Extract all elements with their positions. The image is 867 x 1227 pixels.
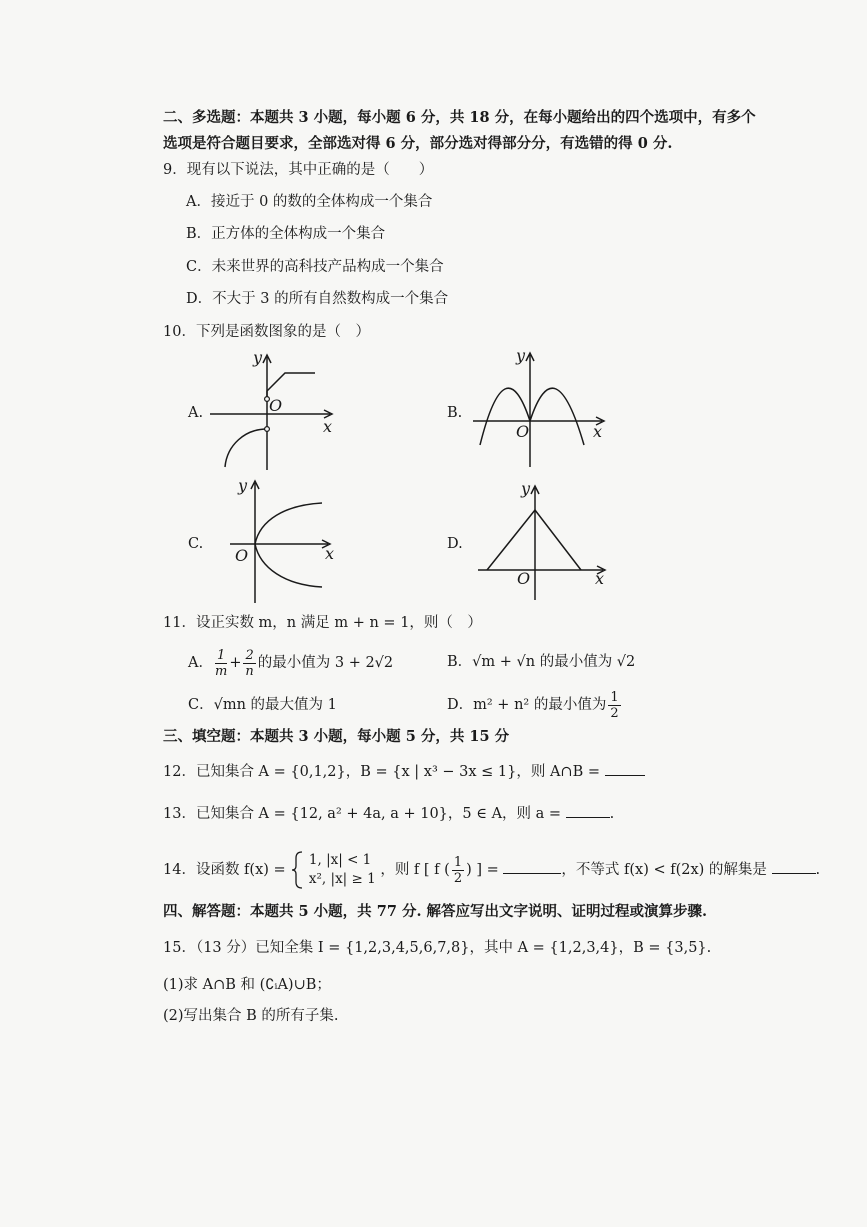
curve-right <box>530 388 584 445</box>
section3-heading: 三、填空题：本题共 3 小题，每小题 5 分，共 15 分 <box>163 728 510 745</box>
q11-a-plus: + <box>229 655 242 671</box>
q11-d-frac: $\frac{1}{2}$ <box>610 689 619 721</box>
q13-text: 13．已知集合 A = {12, a² + 4a, a + 10}，5 ∈ A，则 a = <box>163 806 562 822</box>
q9-option-b: B．正方体的全体构成一个集合 <box>186 226 386 242</box>
q14-answer-blank-2[interactable] <box>772 873 816 874</box>
q11-option-c <box>188 695 337 715</box>
q11-a-text: 的最小值为 3 + 2√2 <box>257 655 394 671</box>
q10-option-c-label: C. <box>188 536 204 552</box>
q11-a-label: A． <box>188 655 213 671</box>
section2-heading-line1: 二、多选题：本题共 3 小题，每小题 6 分，共 18 分，在每小题给出的四个选项中，有多个 <box>163 109 756 126</box>
x-axis-label: x <box>325 544 335 563</box>
y-axis-label: y <box>516 346 526 365</box>
open-point-lower <box>265 427 270 432</box>
q15-part1: (1)求 A∩B 和 (∁ᵢA)∪B； <box>163 977 331 993</box>
q10-graph-c <box>210 475 345 605</box>
q12 <box>163 762 645 782</box>
left-brace-icon <box>290 850 304 890</box>
q9-option-a: A．接近于 0 的数的全体构成一个集合 <box>186 194 433 210</box>
q10-stem: 10．下列是函数图象的是（ ） <box>163 324 370 340</box>
origin-label: O <box>517 569 531 588</box>
q9-option-c: C．未来世界的高科技产品构成一个集合 <box>186 259 444 275</box>
section2-heading-line2: 选项是符合题目要求，全部选对得 6 分，部分选对得部分分，有选错的得 0 分. <box>163 135 673 152</box>
curve-triangle <box>487 510 581 570</box>
q11-option-b <box>447 652 635 672</box>
q10-graph-b <box>470 345 615 470</box>
q11-c-text: √mn 的最大值为 1 <box>213 697 337 713</box>
origin-label: O <box>235 546 249 565</box>
y-axis-label: y <box>521 479 531 498</box>
q14-case2: x², |x| ≥ 1 <box>308 871 376 887</box>
q13-answer-blank[interactable] <box>566 817 610 818</box>
q15-part2: (2)写出集合 B 的所有子集. <box>163 1008 339 1024</box>
q14-mid: ，则 f [ f ( <box>380 862 450 878</box>
q10-graph-d <box>475 478 615 603</box>
q11-stem: 11．设正实数 m，n 满足 m + n = 1，则（ ） <box>163 615 482 631</box>
q12-text: 12．已知集合 A = {0,1,2}，B = {x | x³ − 3x ≤ 1}，则 A∩B = <box>163 764 600 780</box>
q11-a-frac1: $\frac{1}{m}$ <box>214 647 228 679</box>
q14-frac: $\frac{1}{2}$ <box>453 854 463 886</box>
q14-suffix: ，不等式 f(x) < f(2x) 的解集是 <box>561 862 767 878</box>
x-axis-label: x <box>595 569 605 588</box>
q14 <box>163 848 820 892</box>
origin-label: O <box>516 422 530 441</box>
y-axis-label: y <box>238 476 248 495</box>
q14-case1: 1, |x| < 1 <box>308 852 372 868</box>
q11-d-label: D． <box>447 697 474 713</box>
origin-label: O <box>269 396 283 415</box>
q14-piecewise <box>290 848 375 892</box>
q10-option-a-label: A. <box>188 405 204 421</box>
q11-d-text: m² + n² 的最小值为 <box>473 697 607 713</box>
curve-upper <box>267 373 315 397</box>
q11-b-label: B． <box>447 654 473 670</box>
q10-option-d-label: D. <box>447 536 463 552</box>
q11-c-label: C． <box>188 697 214 713</box>
q13: 13．已知集合 A = {12, a² + 4a, a + 10}，5 ∈ A，则 a = . <box>163 806 615 822</box>
curve-lower <box>225 429 267 467</box>
q9-stem: 9．现有以下说法，其中正确的是（ ） <box>163 162 434 178</box>
q11-a-frac2: $\frac{2}{n}$ <box>245 647 254 679</box>
q10-option-b-label: B. <box>447 405 463 421</box>
q14-prefix: 14．设函数 f(x) = <box>163 862 286 878</box>
q14-answer-blank-1[interactable] <box>503 873 561 874</box>
q15-stem: 15．（13 分）已知全集 I = {1,2,3,4,5,6,7,8}，其中 A = {1,2,3,4}，B = {3,5}. <box>163 940 712 956</box>
q10-graph-a <box>205 345 345 473</box>
x-axis-label: x <box>593 422 603 441</box>
q9-option-d: D．不大于 3 的所有自然数构成一个集合 <box>186 291 449 307</box>
y-axis-label: y <box>253 348 263 367</box>
q14-end: . <box>815 862 821 878</box>
q11-option-d <box>447 688 623 722</box>
q14-mid2: ) ] = <box>466 862 499 878</box>
q12-answer-blank[interactable] <box>605 775 645 776</box>
q11-b-text: √m + √n 的最小值为 √2 <box>472 654 636 670</box>
x-axis-label: x <box>323 417 333 436</box>
section4-heading: 四、解答题：本题共 5 小题，共 77 分. 解答应写出文字说明、证明过程或演算步骤. <box>163 903 708 920</box>
q11-option-a <box>188 645 393 681</box>
curve-parabola <box>255 503 322 587</box>
